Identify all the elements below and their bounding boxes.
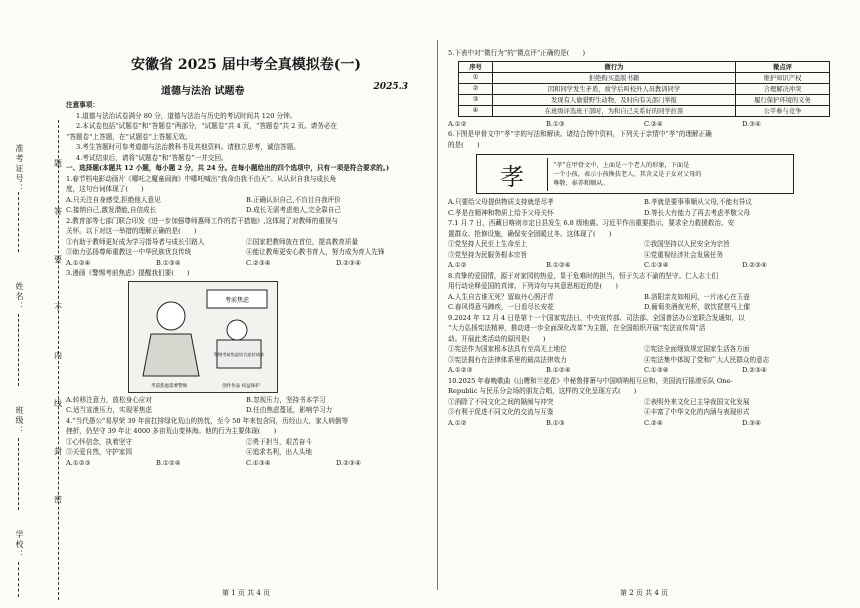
oracle-bone-box bbox=[476, 154, 794, 194]
question-9-cont: “大力弘扬宪法精神，推动进一步全面深化改革”为主题，在全国组织开展“宪法宣传周”活 bbox=[448, 324, 706, 332]
q7-choice: ①党坚持人民至上生命至上 bbox=[448, 240, 528, 248]
q4-answer-d[interactable]: D.②③④ bbox=[336, 458, 361, 467]
q5-answers bbox=[448, 119, 840, 130]
subject-subtitle: 道德与法治 试题卷 bbox=[161, 86, 245, 97]
q10-choices bbox=[448, 397, 840, 418]
page-2 bbox=[448, 42, 840, 602]
q10-choice: ④丰富了中华文化的内涵与表现形式 bbox=[644, 408, 750, 416]
q7-answer-c[interactable]: C.①③④ bbox=[644, 261, 669, 269]
q6-option-a[interactable]: A.只要给父母提供物质支持就是尽孝 bbox=[448, 198, 554, 206]
q9-choice: ④宪法集中体现了党和广大人民群众的意志 bbox=[644, 355, 770, 364]
question-3: 3.漫画《警惕考前焦虑》提醒我们要( ) bbox=[66, 269, 190, 277]
binding-margin bbox=[0, 120, 62, 600]
q4-choices bbox=[66, 437, 426, 458]
question-1: 1.春节档电影动画片《哪吒之魔童闹海》中哪吒喊出“我命由我不由天”。从认识自我与成长角 bbox=[66, 174, 337, 183]
q1-option-d[interactable]: D.成长无需考虑他人,完全靠自己 bbox=[246, 206, 341, 214]
table-row bbox=[459, 83, 830, 94]
q7-answer-b[interactable]: B.①②④ bbox=[546, 261, 571, 269]
q10-choice: ②表明外来文化已主导我国文化发展 bbox=[644, 397, 750, 406]
q8-option-a[interactable]: A.人生自古谁无死？留取丹心照汗青 bbox=[448, 292, 554, 301]
q10-answer-c[interactable]: C.②④ bbox=[644, 418, 663, 427]
q2-choice: ①有助于教师更好成为学习指导者与成长引路人 bbox=[66, 237, 205, 246]
q1-option-c[interactable]: C.接纳自己,激发潜能,自信成长 bbox=[66, 206, 157, 214]
table-header: 微行为 bbox=[493, 61, 736, 72]
question-8: 8.真挚的爱国情，源于对家园的热爱，显于危难时的担当，恒于矢志不渝的坚守。仁人志士们 bbox=[448, 271, 719, 280]
q10-answer-a[interactable]: A.①② bbox=[448, 418, 467, 427]
teacher-head bbox=[157, 302, 185, 330]
question-10-cont: Republic 与民乐分会场的朋友合唱，这样的文化呈现方式( ) bbox=[448, 387, 637, 395]
q7-choice: ②我国坚持以人民安全为宗旨 bbox=[644, 240, 730, 248]
q4-choice: ①心怀信念，执着坚守 bbox=[66, 437, 132, 446]
exam-date: 2025.3 bbox=[373, 82, 408, 92]
question-2-cont: 关怀。以下对这一举措的理解正确的是( ) bbox=[66, 227, 197, 235]
q4-choice: ②勇于担当，艰苦奋斗 bbox=[246, 437, 312, 446]
q2-choices bbox=[66, 237, 426, 258]
q9-choices bbox=[448, 344, 840, 365]
cartoon-drawing bbox=[129, 282, 277, 392]
q9-answer-c[interactable]: C.①③④ bbox=[644, 366, 669, 374]
question-8-cont: 用行动诠释爱国的真谛。下列诗句与其意思相近的是( ) bbox=[448, 282, 618, 290]
q6-option-d[interactable]: D.等长大有能力了再去考虑孝敬父母 bbox=[644, 208, 751, 217]
oracle-note-line: 一个小孩，表示小孩搀扶老人。其含义是子女对父母的 bbox=[553, 170, 702, 178]
question-9-cont: 动。开展此类活动的原因是( ) bbox=[448, 334, 546, 343]
exam-number-label: 准考证号： bbox=[15, 144, 24, 194]
q4-answers bbox=[66, 458, 426, 469]
q6-option-c[interactable]: C.孝是在精神和物质上给予父母关怀 bbox=[448, 208, 554, 217]
table-cell: 维护知识产权 bbox=[736, 72, 830, 83]
student-head bbox=[227, 320, 247, 340]
q10-answer-b[interactable]: B.①③ bbox=[546, 418, 565, 427]
question-9: 9.2024 年 12 月 4 日是第十一个国家宪法日，中央宣传部、司法部、全国普法办公室联合发通知，以 bbox=[448, 313, 745, 322]
seal-char: 题 bbox=[54, 159, 62, 168]
cartoon-caption-left: 考前焦虑需要警惕 bbox=[151, 383, 187, 389]
q4-choice: ④追求名利，出人头地 bbox=[246, 448, 312, 456]
question-4-cont: 挫折，仍坚守 39 年让 4000 多亩荒山变林海。他的行为主要体现( ) bbox=[66, 427, 277, 435]
question-7-cont: 置群众、抢修设施，确保安全固暖过冬。这体现了( ) bbox=[448, 229, 612, 238]
table-header-row bbox=[459, 61, 830, 72]
table-header: 微点评 bbox=[736, 61, 830, 72]
q2-answer-c[interactable]: C.②③④ bbox=[246, 258, 271, 267]
q8-option-d[interactable]: D.葡萄美酒夜光杯，欲饮琵琶马上催 bbox=[644, 303, 751, 311]
notice-item: 3.考生答题时可参考道德与法治教科书及其他资料。请独立思考，诚信答题。 bbox=[76, 143, 300, 151]
table-row bbox=[459, 72, 830, 83]
q9-answer-b[interactable]: B.①②④ bbox=[546, 366, 571, 374]
q9-choice: ③宪法拥有在法律体系里的最高法律效力 bbox=[448, 355, 567, 364]
notice-item: “答题卷”上答题，在“试题卷”上答题无效。 bbox=[66, 132, 192, 141]
teacher-body bbox=[143, 334, 199, 376]
q2-answer-a[interactable]: A.①②④ bbox=[66, 258, 91, 267]
question-2: 2.教育部等七部门联合印发《进一步加强尊师惠师工作的若干措施》,这体现了对教师的重视与 bbox=[66, 216, 339, 225]
question-6: 6.下图是甲骨文中“孝”字的写法和解读。诸结合图中资料，下列关于亲情中“孝”的理解正确 bbox=[448, 130, 712, 138]
table-cell: ③ bbox=[459, 94, 493, 105]
class-field[interactable] bbox=[18, 438, 19, 510]
q1-option-a[interactable]: A.只关注自身感受,拒绝他人意见 bbox=[66, 195, 161, 204]
table-cell: ② bbox=[459, 83, 493, 94]
q2-choice: ④能让教师更安心教书育人，努力成为育人先锋 bbox=[246, 248, 385, 256]
q3-options bbox=[66, 395, 426, 416]
q10-answers bbox=[448, 418, 840, 429]
q3-option-b[interactable]: B.忽视压力，坚持书本学习 bbox=[246, 395, 326, 404]
table-header: 序号 bbox=[459, 61, 493, 72]
q10-answer-d[interactable]: D.③④ bbox=[742, 418, 761, 427]
seal-char: 内 bbox=[54, 351, 62, 360]
anxiety-cartoon bbox=[128, 281, 278, 393]
seal-char: 线 bbox=[54, 399, 62, 408]
table-cell: 拒绝购买盗版书籍 bbox=[493, 72, 736, 83]
q7-choice: ③党坚持为民服务根本宗旨 bbox=[448, 250, 528, 259]
notice-title: 注意事项： bbox=[66, 101, 99, 109]
q2-answers bbox=[66, 258, 426, 269]
page-1 bbox=[66, 42, 426, 602]
q3-option-d[interactable]: D.任由焦虑蔓延，影响学习力 bbox=[246, 406, 333, 414]
q7-choice: ④党重视经济社会发展任务 bbox=[644, 250, 724, 259]
exam-title: 安徽省 2025 届中考全真模拟卷(一) bbox=[131, 57, 361, 73]
oracle-bone-glyph: 孝 bbox=[500, 162, 524, 191]
q10-choice: ③有利于促进不同文化的交流与互鉴 bbox=[448, 408, 554, 416]
cartoon-caption-right: 创作作品 权益保护 bbox=[222, 383, 260, 389]
q2-choice: ②国家把教师放在首位，提高教育质量 bbox=[246, 237, 359, 246]
q5-answer-c[interactable]: C.②④ bbox=[644, 119, 663, 128]
question-1-cont: 度，这句台词体现了( ) bbox=[66, 185, 144, 193]
board-text: 警惕考前焦虑综合症状请求 bbox=[213, 351, 265, 357]
question-4: 4.“当代愚公”易厚荣 39 年前扛排绿化荒山的热忱，至今 50 年来包含同，历经山大，家人病倒等 bbox=[66, 416, 349, 425]
q7-choices bbox=[448, 239, 840, 260]
q4-answer-a[interactable]: A.①②③ bbox=[66, 458, 91, 467]
q7-answers bbox=[448, 260, 840, 271]
seal-char: 不 bbox=[54, 303, 62, 312]
seal-char: 要 bbox=[54, 255, 62, 264]
q7-answer-a[interactable]: A.①② bbox=[448, 261, 467, 269]
q6-option-b[interactable]: B.孝就是要事事顺从父母,不能有异议 bbox=[644, 198, 752, 206]
seal-char: 密 bbox=[54, 495, 62, 504]
table-row bbox=[459, 94, 830, 105]
q2-choice: ③助力弘扬尊师重教这一中华民族优良传统 bbox=[66, 248, 192, 256]
q3-option-c[interactable]: C.适当宣泄压力，实现零焦虑 bbox=[66, 406, 153, 414]
q8-options bbox=[448, 292, 840, 313]
page-2-footer: 第 2 页 共 4 页 bbox=[619, 589, 669, 597]
class-label: 班级： bbox=[15, 406, 24, 436]
q4-answer-b[interactable]: B.①②④ bbox=[156, 458, 181, 467]
table-cell: 公平参与竞争 bbox=[736, 105, 830, 116]
q9-answers bbox=[448, 365, 840, 376]
q8-option-c[interactable]: C.春风得意马蹄疾，一日看尽长安花 bbox=[448, 303, 554, 311]
question-6-cont: 的是( ) bbox=[448, 140, 480, 149]
seal-char: 答 bbox=[54, 207, 62, 216]
q1-option-b[interactable]: B.正确认识自己,不盲目自我评价 bbox=[246, 195, 341, 204]
table-cell: 合理解决冲突 bbox=[736, 83, 830, 94]
section-heading: 一、选择题(本题共 12 小题，每小题 2 分，共 24 分。在每小题给出的四个选项中，只有一项是符合要求的。) bbox=[66, 164, 390, 172]
page-1-footer: 第 1 页 共 4 页 bbox=[221, 589, 271, 597]
q1-options bbox=[66, 195, 426, 216]
seal-char: 封 bbox=[54, 447, 62, 456]
school-field[interactable] bbox=[18, 562, 19, 597]
table-cell: 履行保护环境的义务 bbox=[736, 94, 830, 105]
oracle-note-line: 尊敬、奉养和顺从。 bbox=[553, 179, 609, 187]
subtitle-row bbox=[66, 82, 426, 100]
name-field[interactable] bbox=[18, 314, 19, 386]
table-row bbox=[459, 105, 830, 116]
speech-bubble-text: 考前焦虑 bbox=[224, 296, 250, 304]
table-cell: 因和同学发生矛盾，故学后叫校外人员教训同学 bbox=[493, 83, 736, 94]
table-cell: 发现有人偷猎野生动物，及时向有关部门举报 bbox=[493, 94, 736, 105]
q2-answer-d[interactable]: D.②③④ bbox=[336, 258, 361, 267]
q5-table bbox=[458, 61, 830, 117]
notice-item: 1.道德与法治试卷满分 80 分，道德与法治与历史的考试时间共 120 分钟。 bbox=[76, 111, 297, 120]
table-cell: 在班级评选班干部时，为和自己关系好的同学拉票 bbox=[493, 105, 736, 116]
q9-choice: ①宪法作为国家根本法具有至高无上地位 bbox=[448, 345, 567, 353]
question-7: 7.1 月 7 日，西藏日喀则市定日县发生 6.8 级地震。习近平作出重要指示，要求全力救援救治、安 bbox=[448, 219, 735, 227]
question-10: 10.2025 年春晚歌曲《山鹰和兰花花》中秘鲁排箫与中国唢呐相互应和，美国流行摇滚乐队 One- bbox=[448, 376, 733, 385]
q5-answer-b[interactable]: B.①③ bbox=[546, 119, 565, 128]
school-label: 学校： bbox=[15, 530, 24, 560]
q8-option-b[interactable]: B.洛阳亲友如相问，一片冰心在玉壶 bbox=[644, 292, 750, 301]
q3-option-a[interactable]: A.转移注意力，放松身心应对 bbox=[66, 395, 152, 404]
q10-choice: ①消除了不同文化之间的隔阂与冲突 bbox=[448, 397, 554, 406]
q5-answer-a[interactable]: A.①② bbox=[448, 119, 467, 128]
q5-answer-d[interactable]: D.③④ bbox=[742, 119, 761, 128]
q9-answer-d[interactable]: D.②③④ bbox=[742, 366, 767, 374]
oracle-note-line: “孝”在甲骨文中，上面是一个老人的形象，下面是 bbox=[553, 161, 690, 169]
q2-answer-b[interactable]: B.①③④ bbox=[156, 258, 181, 267]
name-label: 姓名： bbox=[15, 282, 24, 312]
q7-answer-d[interactable]: D.②③④ bbox=[742, 261, 767, 269]
table-cell: ① bbox=[459, 72, 493, 83]
exam-number-field[interactable] bbox=[18, 192, 19, 252]
q4-answer-c[interactable]: C.①③④ bbox=[246, 458, 271, 467]
q9-choice: ②宪法全面细致规定国家生活各方面 bbox=[644, 345, 750, 353]
q4-choice: ③关爱自然，守护家园 bbox=[66, 448, 132, 456]
question-5: 5.下表中对“微行为”的“微点评”正确的是( ) bbox=[448, 49, 586, 57]
q6-options bbox=[448, 197, 840, 218]
table-cell: ④ bbox=[459, 105, 493, 116]
notice-item: 2.本试卷包括“试题卷”和“答题卷”两部分，“试题卷”共 4 页，“答题卷”共 2 页。请务必在 bbox=[76, 122, 338, 130]
notice-item: 4.考试结束后，请将“试题卷”和“答题卷”一并交回。 bbox=[76, 153, 228, 162]
page-divider bbox=[437, 40, 438, 590]
oracle-bone-note bbox=[547, 158, 707, 191]
q9-answer-a[interactable]: A.①②③ bbox=[448, 366, 473, 374]
